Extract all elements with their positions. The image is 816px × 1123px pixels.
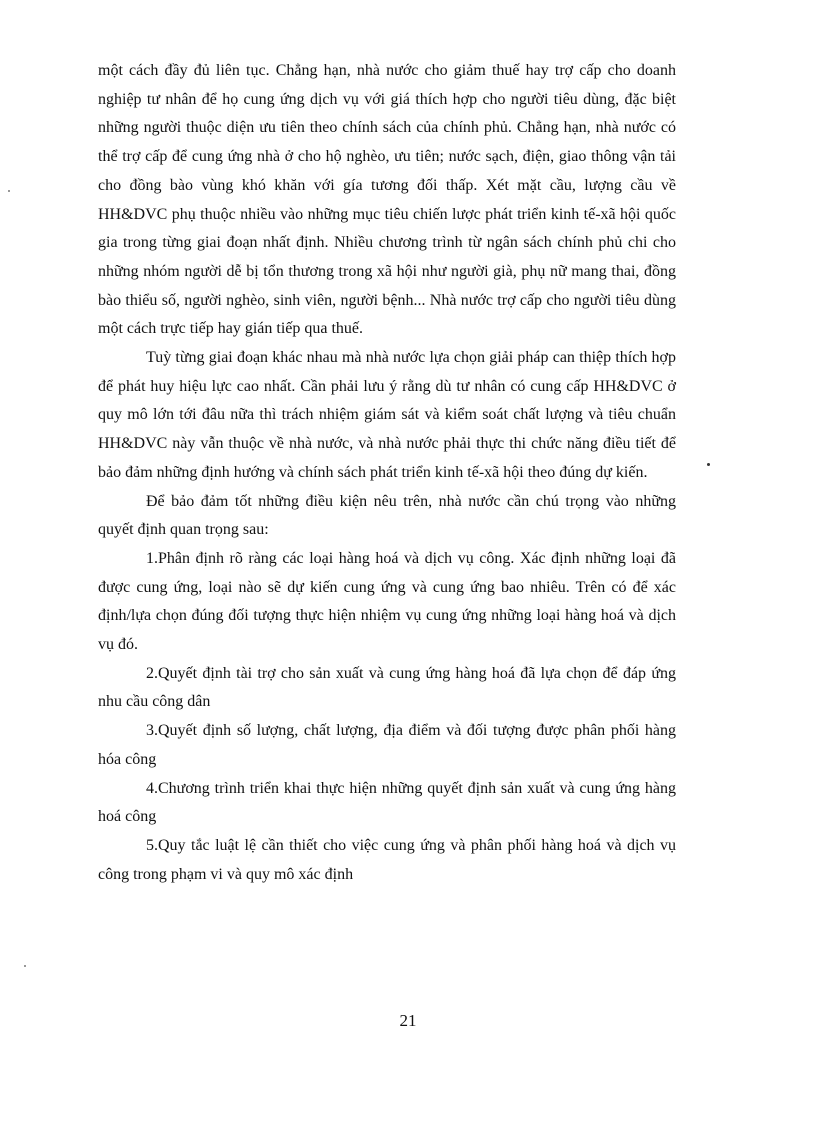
list-item-1 (98, 545, 676, 660)
list-item-4 (98, 775, 676, 832)
list-number: 2. (146, 664, 158, 682)
scan-speck (24, 965, 26, 967)
list-number: 3. (146, 722, 158, 740)
list-item-2 (98, 660, 676, 717)
list-item-3 (98, 717, 676, 774)
list-text: Phân định rõ ràng các loại hàng hoá và dịch vụ công. Xác định những loại đã được cung ứng, loại nào sẽ dự kiến cung ứng và cung ứng bao nhiêu. Trên có để xác định/lựa chọn đúng đối tượng thực hiện nhiệm vụ cung ứng những loại hàng hoá và dịch vụ đó. (98, 549, 676, 654)
paragraph-3: Để bảo đảm tốt những điều kiện nêu trên, nhà nước cần chú trọng vào những quyết định quan trọng sau: (98, 492, 676, 539)
list-text: Quyết định tài trợ cho sản xuất và cung ứng hàng hoá đã lựa chọn để đáp ứng nhu cầu công dân (98, 664, 676, 711)
list-number: 1. (146, 549, 158, 567)
list-number: 5. (146, 836, 158, 854)
list-text: Quy tắc luật lệ cần thiết cho việc cung ứng và phân phối hàng hoá và dịch vụ công trong phạm vi và quy mô xác định (98, 836, 676, 883)
paragraph-1: một cách đầy đủ liên tục. Chẳng hạn, nhà nước cho giảm thuế hay trợ cấp cho doanh nghiệp tư nhân để họ cung ứng dịch vụ với giá thích hợp cho người tiêu dùng, đặc biệt những người thuộc diện ưu tiên theo chính sách của chính phủ. Chẳng hạn, nhà nước có thể trợ cấp để cung ứng nhà ở cho hộ nghèo, ưu tiên; nước sạch, điện, giao thông vận tải cho đồng bào vùng khó khăn với gía tương đối thấp. Xét mặt cầu, lượng cầu về HH&DVC phụ thuộc nhiều vào những mục tiêu chiến lược phát triển kinh tế-xã hội quốc gia trong từng giai đoạn nhất định. Nhiều chương trình từ ngân sách chính phủ chi cho những nhóm người dễ bị tổn thương trong xã hội như người già, phụ nữ mang thai, đồng bào thiểu số, người nghèo, sinh viên, người bệnh... Nhà nước trợ cấp cho người tiêu dùng một cách trực tiếp hay gián tiếp qua thuế. (98, 62, 676, 338)
scan-speck (707, 463, 710, 466)
page-number: 21 (399, 1011, 417, 1030)
scan-speck (8, 190, 10, 192)
paragraph-2: Tuỳ từng giai đoạn khác nhau mà nhà nước lựa chọn giải pháp can thiệp thích hợp để phát huy hiệu lực cao nhất. Cần phải lưu ý rằng dù tư nhân có cung cấp HH&DVC ở quy mô lớn tới đâu nữa thì trách nhiệm giám sát và kiểm soát chất lượng và tiêu chuẩn HH&DVC này vẫn thuộc về nhà nước, và nhà nước phải thực thi chức năng điều tiết để bảo đảm những định hướng và chính sách phát triển kinh tế-xã hội theo đúng dự kiến. (98, 349, 676, 481)
list-text: Chương trình triển khai thực hiện những quyết định sản xuất và cung ứng hàng hoá công (98, 779, 676, 826)
page-body (98, 57, 676, 889)
list-text: Quyết định số lượng, chất lượng, địa điểm và đối tượng được phân phối hàng hóa công (98, 722, 676, 768)
list-item-5 (98, 832, 676, 889)
list-number: 4. (146, 779, 158, 797)
